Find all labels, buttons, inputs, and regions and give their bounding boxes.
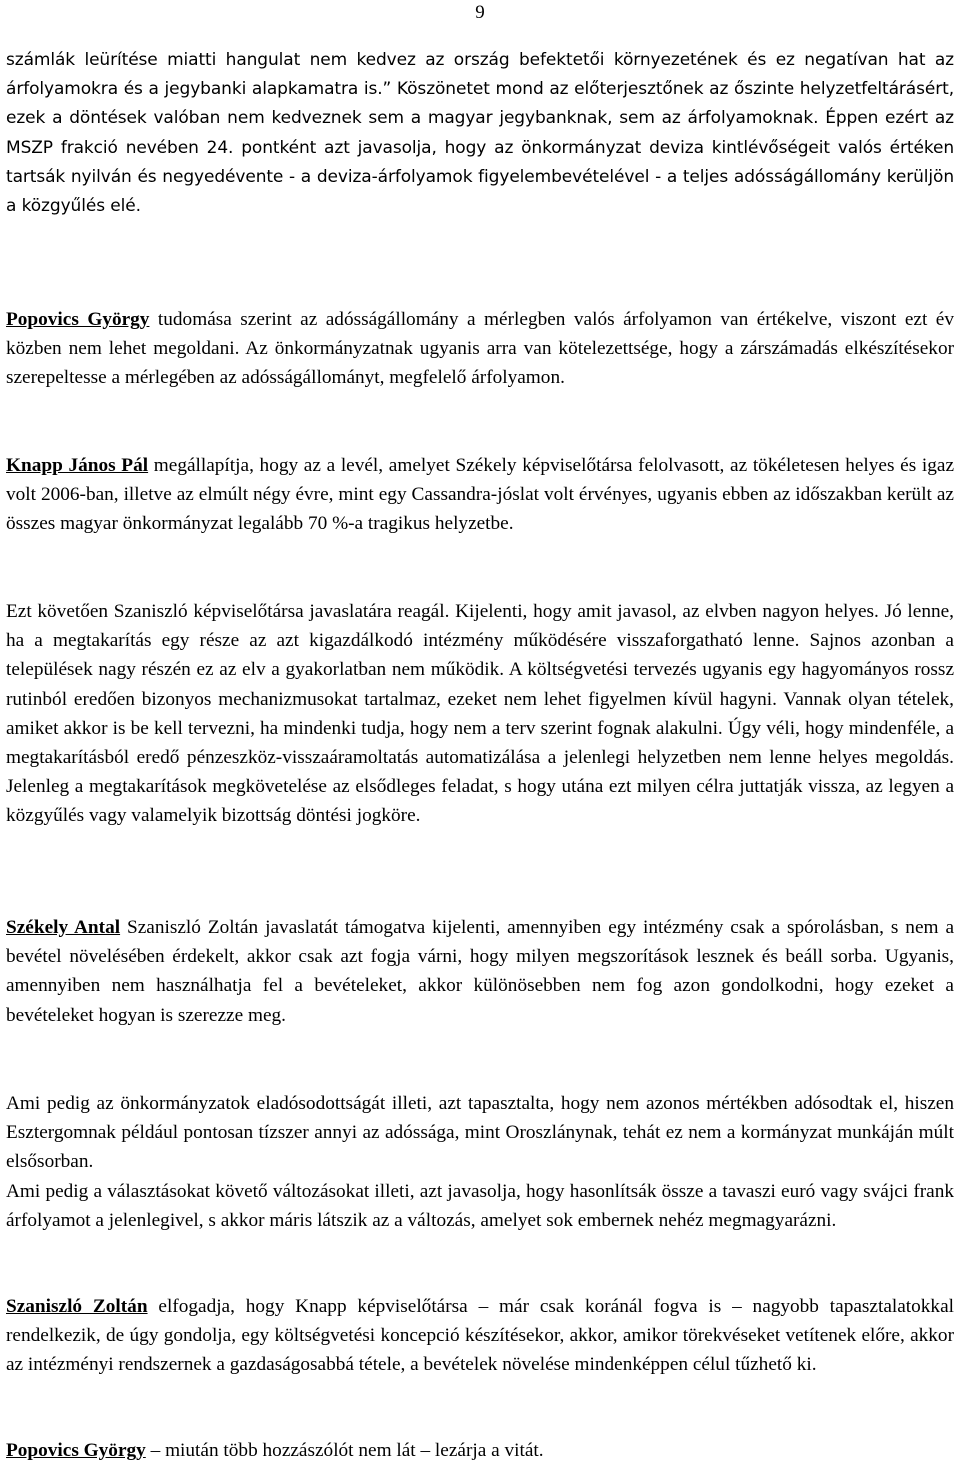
paragraph-4 xyxy=(6,597,954,831)
paragraph-7 xyxy=(6,1292,954,1380)
paragraph-6-text: Ami pedig az önkormányzatok eladósodottságát illeti, azt tapasztalta, hogy nem azonos mértékben adósodtak el, hiszen Esztergomnak például pontosan tízszer annyi az adóssága, mint Oroszlánynak, tehát ez nem a kormányzat munkáján múlt elsősorban. xyxy=(6,1093,954,1173)
speaker-name: Knapp János Pál xyxy=(6,455,149,476)
paragraph-2-text: tudomása szerint az adósságállomány a mérlegben valós árfolyamon van értékelve, viszont ezt év közben nem lehet megoldani. Az önkormányzatnak ugyanis arra van kötelezettsége, hogy a zárszámadás elkészítésekor szerepeltesse a mérlegében az adósságállományt, megfelelő árfolyamon. xyxy=(6,309,954,389)
speaker-name: Popovics György xyxy=(6,1440,146,1461)
paragraph-6-text-2: Ami pedig a választásokat követő változásokat illeti, azt javasolja, hogy hasonlítsák össze a tavaszi euró vagy svájci frank árfolyamot a jelenlegivel, s akkor máris látszik az a változás, amelyet sok embernek nehéz megmagyarázni. xyxy=(6,1180,954,1231)
page-number: 9 xyxy=(475,2,485,23)
paragraph-4-text: Ezt követően Szaniszló képviselőtársa javaslatára reagál. Kijelenti, hogy amit javasol, az elvben nagyon helyes. Jó lenne, ha a megtakarítás egy része az azt kigazdálkodó intézmény működésére visszaforgatható lenne. Sajnos azonban a települések nagy részén ez az elv a gyakorlatban nem működik. A költségvetési tervezés ugyanis egy hagyományos rossz rutinból eredően bizonyos mechanizmusokat tartalmaz, ezeket nem lehet figyelmen kívül hagyni. Vannak olyan tételek, amiket akkor is be kell tervezni, ha mindenki tudja, hogy nem a terv szerint fognak alakulni. Úgy véli, hogy mindenféle, a megtakarításból eredő pénzeszköz-visszaáramoltatás automatizálása a jelenlegi helyzetben nem lenne helyes megoldás. Jelenleg a megtakarítások megkövetelése az elsődleges feladat, s hogy utána ezt milyen célra juttatják vissza, az legyen a közgyűlés vagy valamelyik bizottság döntési jogköre. xyxy=(6,601,954,827)
paragraph-2 xyxy=(6,305,954,393)
paragraph-1-text: számlák leürítése miatti hangulat nem kedvez az ország befektetői környezetének és ez negatívan hat az árfolyamokra és a jegybanki alapkamatra is.” Köszönetet mond az előterjesztőnek az őszinte helyzetfeltárásért, ezek a döntések valóban nem kedveznek sem a magyar jegybanknak, sem az árfolyamoknak. Éppen ezért az MSZP frakció nevében 24. pontként azt javasolja, hogy az önkormányzat deviza kintlévőségeit valós értéken tartsák nyilván és negyedévente - a deviza-árfolyamok figyelembevételével - a teljes adósságállomány kerüljön a közgyűlés elé. xyxy=(6,50,954,217)
paragraph-8 xyxy=(6,1436,954,1465)
speaker-name: Székely Antal xyxy=(6,917,121,938)
paragraph-3-text: megállapítja, hogy az a levél, amelyet Székely képviselőtársa felolvasott, az tökéletesen helyes és igaz volt 2006-ban, illetve az elmúlt négy évre, mint egy Cassandra-jóslat volt érvényes, ugyanis ebben az időszakban került az összes magyar önkormányzat legalább 70 %-a tragikus helyzetbe. xyxy=(6,455,955,535)
paragraph-6 xyxy=(6,1089,954,1235)
paragraph-5-text: Szaniszló Zoltán javaslatát támogatva kijelenti, amennyiben egy intézmény csak a spórolásban, s nem a bevétel növelésében érdekelt, akkor csak azt fogja várni, hogy milyen megszorítások lesznek és beáll sorba. Ugyanis, amennyiben nem használhatja fel a bevételeket, akkor különösebben nem fog azon gondolkodni, hogy ezeket a bevételeket hogyan is szerezze meg. xyxy=(6,917,955,1026)
speaker-name: Popovics György xyxy=(6,309,150,330)
paragraph-1 xyxy=(6,46,954,221)
paragraph-3 xyxy=(6,451,954,539)
paragraph-8-text: – miután több hozzászólót nem lát – lezárja a vitát. xyxy=(145,1440,544,1461)
paragraph-5 xyxy=(6,913,954,1030)
paragraph-7-text: elfogadja, hogy Knapp képviselőtársa – már csak koránál fogva is – nagyobb tapasztalatokkal rendelkezik, de úgy gondolja, egy költségvetési koncepció készítésekor, akkor, amikor törekvéseket vetítenek előre, akkor az intézményi rendszernek a gazdaságosabbá tétele, a bevételek növelése mindenképpen célul tűzhető ki. xyxy=(6,1296,954,1376)
speaker-name: Szaniszló Zoltán xyxy=(6,1296,148,1317)
